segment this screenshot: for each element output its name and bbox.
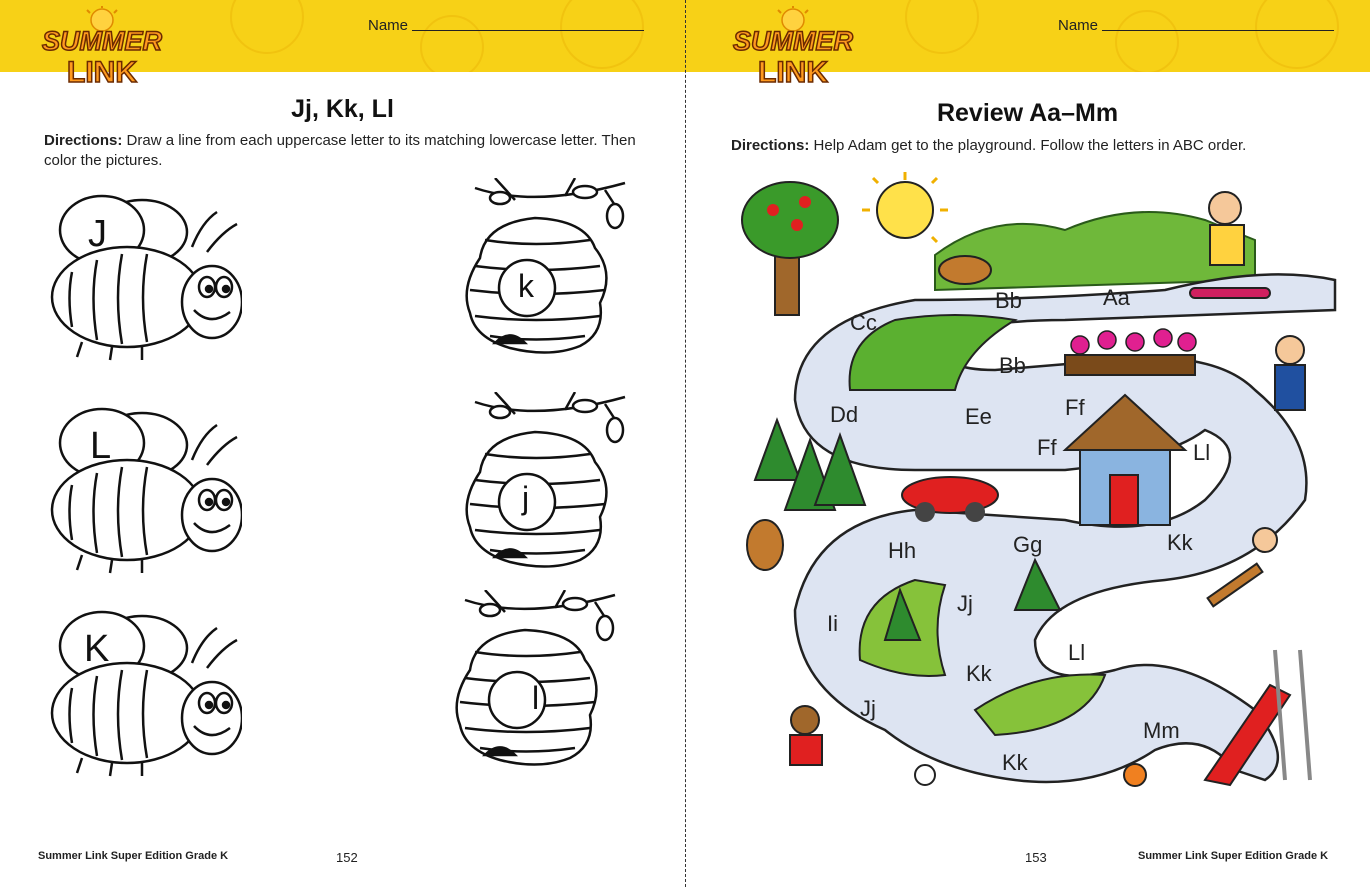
beehive-k: [455, 178, 630, 363]
svg-text:LINK: LINK: [67, 56, 137, 89]
bee-letter: L: [90, 425, 112, 467]
path-label: Jj: [860, 696, 876, 721]
bee-l: [42, 405, 242, 575]
svg-text:SUMMER: SUMMER: [733, 26, 853, 56]
bee-j: [42, 192, 242, 362]
path-label: Ff: [1037, 435, 1057, 460]
path-label: Gg: [1013, 532, 1043, 557]
path-label: Kk: [1002, 750, 1028, 775]
path-label: Mm: [1143, 718, 1180, 743]
name-label: Name: [368, 17, 409, 34]
hive-letter: l: [532, 680, 540, 716]
name-label: Name: [1058, 17, 1099, 34]
directions-text: Help Adam get to the playground. Follow the letters in ABC order.: [813, 137, 1247, 154]
path-label: Jj: [957, 591, 973, 616]
path-label: Ll: [1193, 440, 1211, 465]
path-label: Hh: [888, 538, 917, 563]
name-field[interactable]: [368, 17, 644, 34]
hive-letter: j: [522, 480, 530, 516]
path-label: Ll: [1068, 640, 1086, 665]
page-number: 152: [336, 850, 358, 865]
directions: [44, 131, 644, 171]
path-label: Kk: [1167, 530, 1193, 555]
page-divider: [685, 0, 686, 887]
bee-letter: K: [84, 628, 110, 670]
path-label: Kk: [966, 661, 992, 686]
path-label: Aa: [1103, 285, 1130, 310]
directions-text: Draw a line from each uppercase letter to its matching lowercase letter. Then color the pictures.: [44, 132, 636, 169]
path-label: Bb: [999, 353, 1026, 378]
name-field[interactable]: [1058, 17, 1334, 34]
directions-label: Directions:: [44, 132, 123, 149]
footer-text: Summer Link Super Edition Grade K: [1138, 850, 1329, 862]
svg-text:LINK: LINK: [758, 56, 828, 89]
directions: [731, 136, 1351, 156]
page-number: 153: [1025, 850, 1047, 865]
summer-link-logo: [32, 6, 172, 90]
summer-link-logo: [723, 6, 863, 90]
page-title: Jj, Kk, Ll: [291, 95, 394, 123]
path-label: Dd: [830, 402, 859, 427]
svg-text:SUMMER: SUMMER: [42, 26, 162, 56]
beehive-j: [455, 392, 630, 577]
path-label: Ii: [827, 611, 838, 636]
directions-label: Directions:: [731, 137, 810, 154]
footer-text: Summer Link Super Edition Grade K: [38, 850, 229, 862]
name-line[interactable]: [412, 30, 644, 31]
path-label: Bb: [995, 288, 1022, 313]
right-page: [685, 0, 1370, 887]
hive-letter: k: [518, 268, 534, 304]
bee-letter: J: [88, 213, 107, 255]
bee-k: [42, 608, 242, 778]
path-label: Ff: [1065, 395, 1085, 420]
maze-map: [735, 170, 1365, 830]
path-label: Ee: [965, 404, 992, 429]
path-label: Cc: [850, 310, 877, 335]
page-title: Review Aa–Mm: [936, 99, 1119, 127]
name-line[interactable]: [1102, 30, 1334, 31]
